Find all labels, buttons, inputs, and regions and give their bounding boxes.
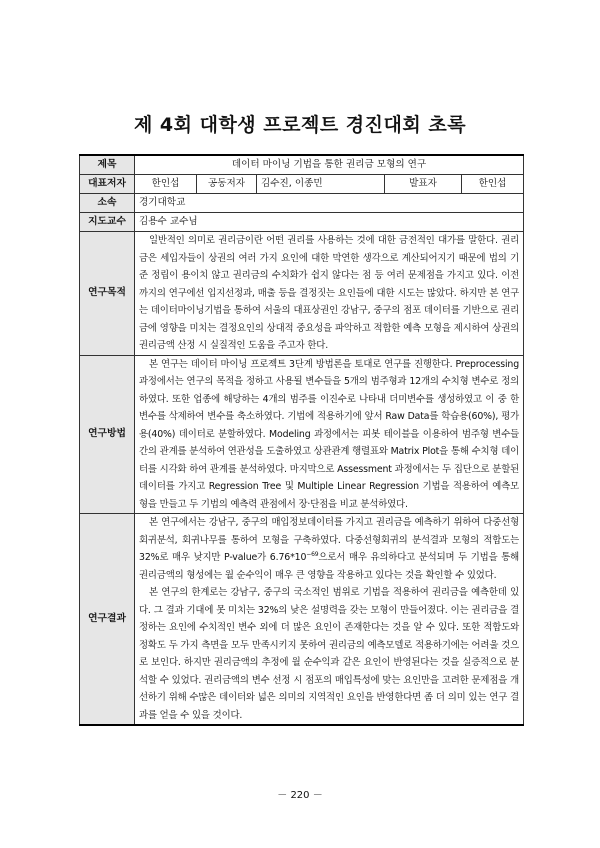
- results-text-1a: 본 연구에서는 강남구, 중구의 매입정보데이터를 가지고 권리금을 예측하기 위하여 다중선형회귀분석, 회귀나무를 통하여 모형을 구축하였다. 다중선형회귀의 분석결과 모형의 적합도는 32%로 매우 낮지만 P-value가 6.76*10: [139, 517, 520, 563]
- purpose-row: [80, 232, 524, 356]
- subject-row: [80, 155, 524, 175]
- abstract-table: [79, 154, 524, 726]
- author-row: [80, 175, 524, 194]
- advisor-value: 김용수 교수님: [135, 213, 524, 232]
- presenter-label: 발표자: [385, 175, 462, 194]
- purpose-text: 일반적인 의미로 권리금이란 어떤 권리를 사용하는 것에 대한 금전적인 대가를 말한다. 권리금은 세입자들이 상권의 여러 가지 요인에 대한 막연한 생각으로 계산되어지기 때문에 법의 기준 정립이 용이치 않고 권리금의 수치화가 쉽지 않다는 점 등 여러 문제점을 가지고 있다. 이전까지의 연구에선 입지선정과, 매출 등을 결정짓는 요인들에 대한 시도는 많았다. 하지만 본 연구는 데이터마이닝기법을 통하여 서울의 대표상권인 강남구, 중구의 점포 데이터를 기반으로 권리금에 영향을 미치는 결정요인의 상대적 중요성을 파악하고 적합한 예측 모형을 제시하여 상권의 권리금액 산정 시 실질적인 도움을 주고자 한다.: [139, 235, 520, 351]
- results-paragraph-2: 본 연구의 한계로는 강남구, 중구의 국소적인 범위로 기법을 적용하여 권리금을 예측한데 있다. 그 결과 기대에 못 미치는 32%의 낮은 설명력을 갖는 모형이 만들어졌다. 이는 권리금을 결정하는 요인에 수치적인 변수 외에 더 많은 요인이 존재한다는 것을 알 수 있다. 또한 적합도와 정확도 두 가지 측면을 모두 만족시키지 못하여 권리금의 예측모델로 적용하기에는 어려울 것으로 보인다. 하지만 권리금액의 추정에 월 순수익과 같은 요인이 반영된다는 것을 실증적으로 분석할 수 있었다. 권리금액의 변수 선정 시 점포의 매입특성에 맞는 요인만을 고려한 문제점을 개선하기 위해 수많은 데이터와 넓은 의미의 지역적인 요인을 반영한다면 좀 더 의미 있는 연구 결과를 얻을 수 있을 것이다.: [139, 587, 520, 721]
- advisor-label: 지도교수: [80, 213, 135, 232]
- results-exponent: −69: [306, 550, 319, 558]
- co-author-value: 김수진, 이종민: [257, 175, 385, 194]
- method-text: 본 연구는 데이터 마이닝 프로젝트 3단계 방법론을 토대로 연구를 진행한다. Preprocessing 과정에서는 연구의 목적을 정하고 사용될 변수들을 5개의 범주형과 12개의 수치형 변수로 정의하였다. 또한 업종에 해당하는 4개의 범주를 이진수로 나타내 더미변수를 생성하였고 이 중 한 변수를 삭제하여 변수를 축소하였다. 기법에 적용하기에 앞서 Raw Data를 학습용(60%), 평가용(40%) 데이터로 분할하였다. Modeling 과정에서는 피봇 테이블을 이용하여 범주형 변수들간의 관계를 분석하여 연관성을 도출하였고 상관관계 행렬표와 Matrix Plot을 통해 수치형 데이터를 시각화 하여 관계를 분석하였다. 마지막으로 Assessment 과정에서는 두 집단으로 분할된 데이터를 가지고 Regression Tree 및 Multiple Linear Regression 기법을 적용하여 예측모형을 만들고 두 기법의 예측력 관점에서 장·단점을 비교 분석하였다.: [139, 358, 520, 510]
- method-row: [80, 355, 524, 514]
- affiliation-value: 경기대학교: [135, 194, 524, 213]
- affiliation-label: 소속: [80, 194, 135, 213]
- presenter-value: 한인섭: [462, 175, 524, 194]
- method-cell: [135, 355, 524, 514]
- lead-author-value: 한인섭: [135, 175, 197, 194]
- page-title: 제 4회 대학생 프로젝트 경진대회 초록: [133, 114, 467, 136]
- subject-value: 데이터 마이닝 기법을 통한 권리금 모형의 연구: [135, 155, 524, 175]
- purpose-label: 연구목적: [80, 232, 135, 356]
- lead-author-label: 대표저자: [80, 175, 135, 194]
- results-row: [80, 514, 524, 726]
- results-paragraph-1: [139, 514, 519, 584]
- co-author-label: 공동저자: [197, 175, 257, 194]
- page-number: － 220 －: [277, 790, 323, 801]
- purpose-cell: [135, 232, 524, 356]
- advisor-row: [80, 213, 524, 232]
- subject-label: 제목: [80, 155, 135, 175]
- results-label: 연구결과: [80, 514, 135, 726]
- affiliation-row: [80, 194, 524, 213]
- results-text-1b: 으로서 매우 유의하다고 분석되며 두 기법을 통해 권리금액의 형성에는 월 순수익이 매우 큰 영향을 작용하고 있다는 것을 확인할 수 있었다.: [139, 552, 520, 581]
- method-label: 연구방법: [80, 355, 135, 514]
- results-cell: [135, 514, 524, 726]
